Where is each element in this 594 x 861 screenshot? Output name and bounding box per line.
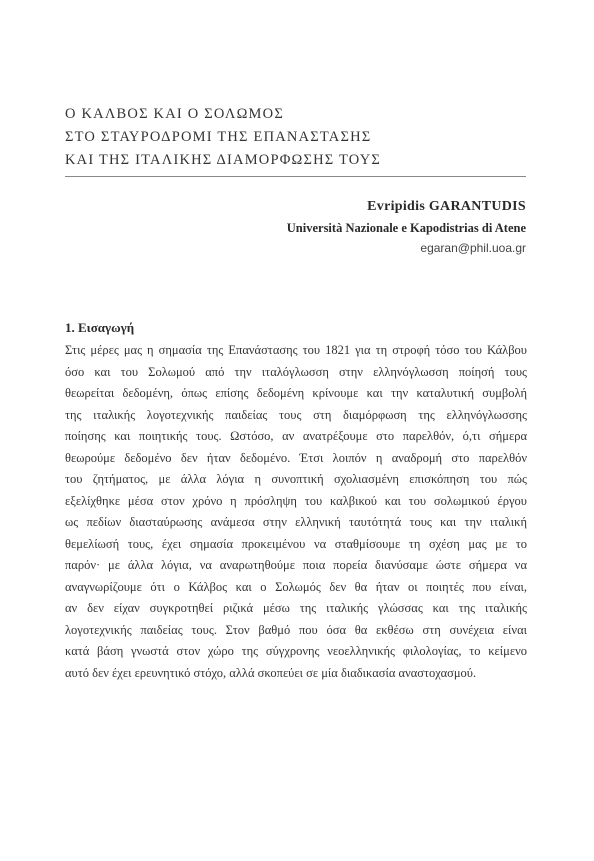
body-line: του ζητήματος, με άλλα λόγια η συνοπτική σχολιασμένη επισκόπηση του πώς xyxy=(65,472,527,486)
title-line-2: ΣΤΟ ΣΤΑΥΡΟΔΡΟΜΙ ΤΗΣ ΕΠΑΝΑΣΤΑΣΗΣ xyxy=(65,129,372,145)
article-title xyxy=(65,103,525,172)
body-line: αυτό δεν έχει ερευνητικό στόχο, αλλά σκοπεύει σε μία διαδικασία αναστοχασμού. xyxy=(65,665,477,680)
body-line: θεμελίωσή τους, έχει σημασία προκειμένου να σταθμίσουμε τη σχέση μας με το xyxy=(65,536,527,551)
body-line: θεωρείται δεδομένη, όπως επίσης δεδομένη κρίνουμε και την καταλυτική συμβολή xyxy=(65,386,527,400)
body-line: κατά βάση γνωστά στον χώρο της σύγχρονης νεοελληνικής φιλολογίας, το κείμενο xyxy=(65,644,527,658)
title-divider xyxy=(65,176,526,177)
body-line: λογοτεχνικής παιδείας τους. Στον βαθμό που όσα θα εκθέσω στη συνέχεια είναι xyxy=(65,622,527,637)
body-line: αναγνωρίζουμε ότι ο Κάλβος και ο Σολωμός δεν θα ήταν οι ποιητές που είναι, xyxy=(65,579,527,594)
author-email: egaran@phil.uoa.gr xyxy=(420,241,526,255)
title-line-3: ΚΑΙ ΤΗΣ ΙΤΑΛΙΚΗΣ ΔΙΑΜΟΡΦΩΣΗΣ ΤΟΥΣ xyxy=(65,152,382,168)
body-line: αν δεν είχαν συγκροτηθεί ριζικά μέσω της ιταλικής γλώσσας και της ιταλικής xyxy=(65,601,527,615)
section-heading: 1. Εισαγωγή xyxy=(65,320,135,335)
body-line: Στις μέρες μας η σημασία της Επανάστασης του 1821 για τη στροφή τόσο του Κάλβου xyxy=(65,343,527,357)
author-affiliation: Università Nazionale e Kapodistrias di Atene xyxy=(286,221,526,235)
byline xyxy=(287,196,526,258)
body-line: ως πεδίων διασταύρωσης ανάμεσα στην ελληνική ταυτότητά τους και την ιταλική xyxy=(65,515,527,529)
body-line: θεωρούμε δεδομένο δεν ήταν δεδομένο. Έτσι λοιπόν η αναδρομή στο παρελθόν xyxy=(65,450,527,465)
body-line: ποίησης και ποιητικής τους. Ωστόσο, αν ανατρέξουμε στο παρελθόν, ό,τι σήμερα xyxy=(65,429,527,443)
body-paragraph xyxy=(65,340,527,684)
title-line-1: Ο ΚΑΛΒΟΣ ΚΑΙ Ο ΣΟΛΩΜΟΣ xyxy=(65,106,284,122)
body-line: της ιταλικής λογοτεχνικής παιδείας τους στη διαμόρφωση της ελληνόγλωσσης xyxy=(65,407,527,422)
body-line: όσο και του Σολωμού από την ιταλόγλωσση στην ελληνόγλωσση ποίησή τους xyxy=(65,364,527,379)
body-line: παρόν· με άλλα λόγια, να αναρωτηθούμε ποια πορεία διανύσαμε ώστε σήμερα να xyxy=(65,558,527,572)
author-name: Evripidis GARANTUDIS xyxy=(367,199,526,214)
body-line: εξελίχθηκε μέσα στον χρόνο η πρόσληψη του καλβικού και του σολωμικού έργου xyxy=(65,493,527,508)
